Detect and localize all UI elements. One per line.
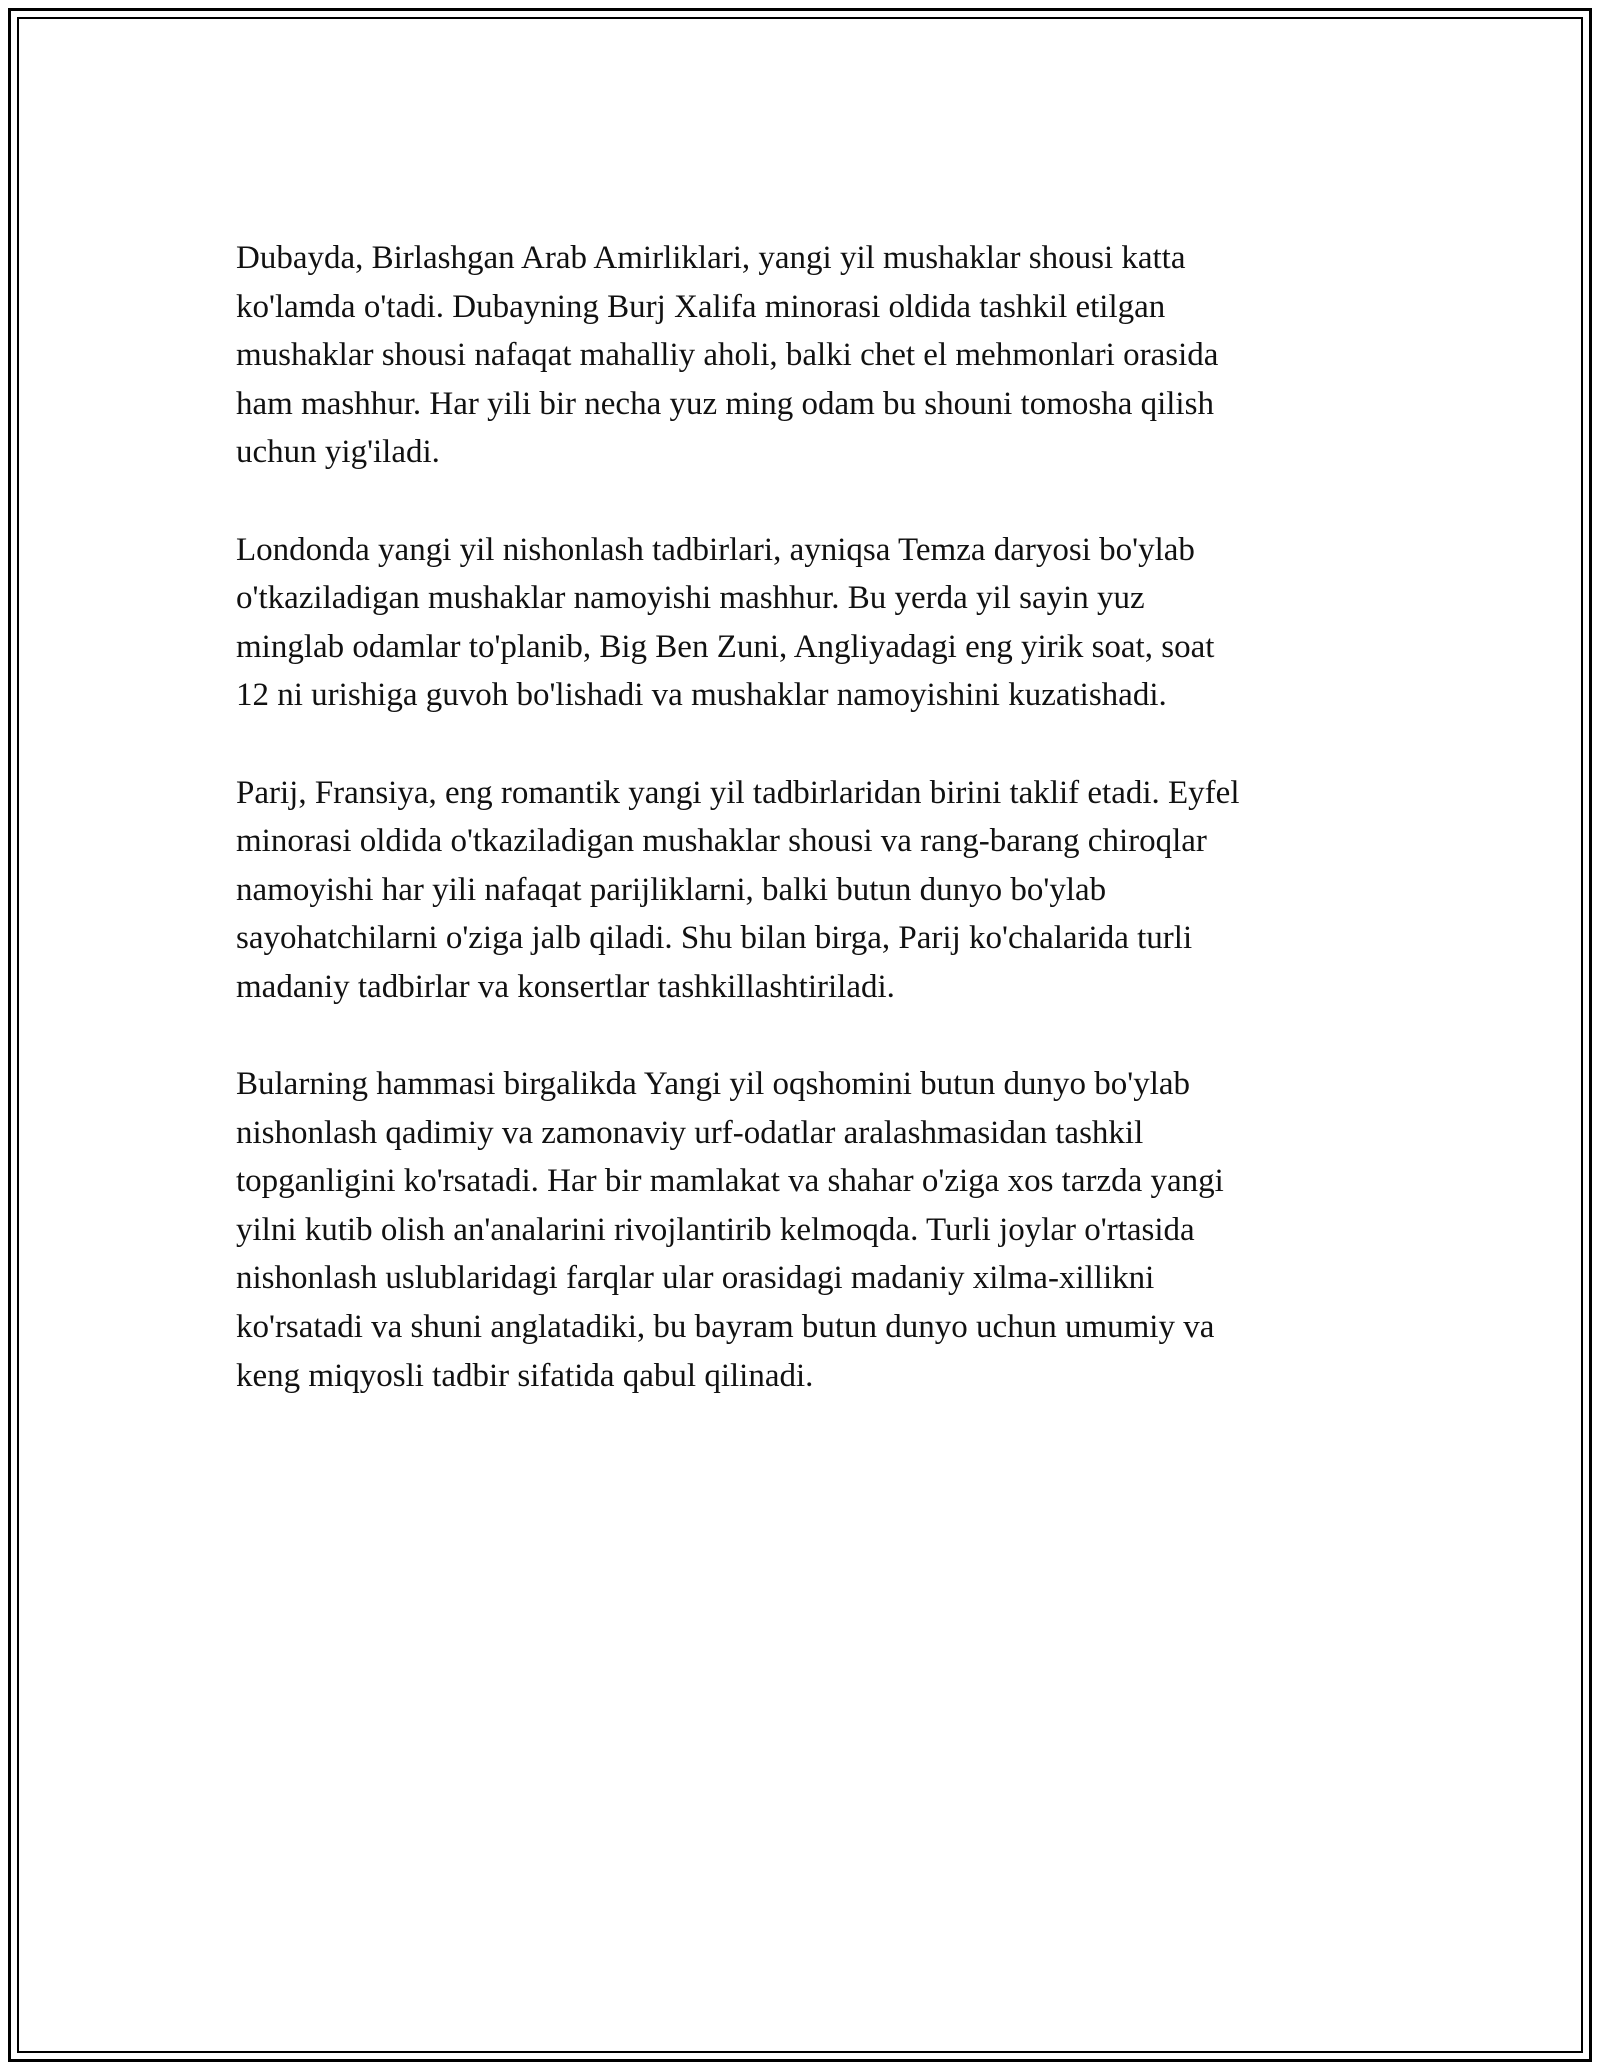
text-line: nishonlash qadimiy va zamonaviy urf-odatlar aralashmasidan tashkil bbox=[236, 1114, 1144, 1151]
text-line: nishonlash uslublaridagi farqlar ular orasidagi madaniy xilma-xillikni bbox=[236, 1260, 1155, 1297]
text-line: Londonda yangi yil nishonlash tadbirlari, ayniqsa Temza daryosi bo'ylab bbox=[236, 531, 1195, 568]
document-body bbox=[236, 234, 1376, 1449]
text-line: namoyishi har yili nafaqat parijliklarni, balki butun dunyo bo'ylab bbox=[236, 871, 1107, 908]
text-line: minglab odamlar to'planib, Big Ben Zuni, Angliyadagi eng yirik soat, soat bbox=[236, 628, 1215, 665]
text-line: ko'rsatadi va shuni anglatadiki, bu bayram butun dunyo uchun umumiy va bbox=[236, 1309, 1215, 1346]
paragraph-dubai bbox=[236, 234, 1376, 477]
text-line: sayohatchilarni o'ziga jalb qiladi. Shu bilan birga, Parij ko'chalarida turli bbox=[236, 920, 1193, 957]
text-line: mushaklar shousi nafaqat mahalliy aholi, balki chet el mehmonlari orasida bbox=[236, 337, 1219, 374]
text-line: uchun yig'iladi. bbox=[236, 434, 440, 471]
text-line: 12 ni urishiga guvoh bo'lishadi va mushaklar namoyishini kuzatishadi. bbox=[236, 677, 1167, 714]
paragraph-paris bbox=[236, 769, 1376, 1012]
text-line: topganligini ko'rsatadi. Har bir mamlakat va shahar o'ziga xos tarzda yangi bbox=[236, 1163, 1224, 1200]
text-line: keng miqyosli tadbir sifatida qabul qilinadi. bbox=[236, 1357, 814, 1394]
text-line: ham mashhur. Har yili bir necha yuz ming odam bu shouni tomosha qilish bbox=[236, 385, 1214, 422]
text-line: Dubayda, Birlashgan Arab Amirliklari, yangi yil mushaklar shousi katta bbox=[236, 240, 1186, 276]
text-line: ko'lamda o'tadi. Dubayning Burj Xalifa minorasi oldida tashkil etilgan bbox=[236, 288, 1166, 325]
text-line: yilni kutib olish an'analarini rivojlantirib kelmoqda. Turli joylar o'rtasida bbox=[236, 1211, 1195, 1248]
text-line: Bularning hammasi birgalikda Yangi yil oqshomini butun dunyo bo'ylab bbox=[236, 1066, 1191, 1103]
paragraph-conclusion bbox=[236, 1060, 1376, 1400]
paragraph-london bbox=[236, 526, 1376, 720]
text-line: minorasi oldida o'tkaziladigan mushaklar shousi va rang-barang chiroqlar bbox=[236, 823, 1207, 860]
text-line: Parij, Fransiya, eng romantik yangi yil tadbirlaridan birini taklif etadi. Eyfel bbox=[236, 774, 1240, 811]
text-line: madaniy tadbirlar va konsertlar tashkillashtiriladi. bbox=[236, 968, 895, 1005]
text-line: o'tkaziladigan mushaklar namoyishi mashhur. Bu yerda yil sayin yuz bbox=[236, 580, 1145, 617]
